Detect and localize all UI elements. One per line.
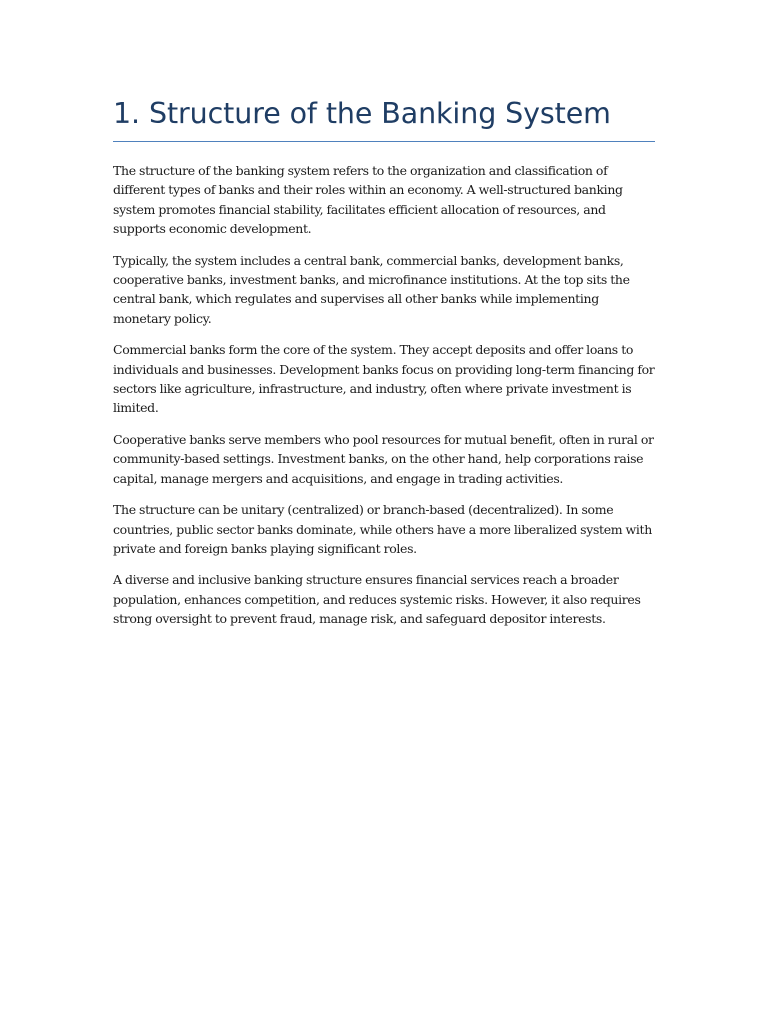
paragraph-3: Commercial banks form the core of the system. They accept deposits and offer loans to individuals and businesses. Development banks focus on providing long-term financing for sectors like agriculture, infrastructure, and industry, often where private investment is limited. <box>113 342 655 416</box>
paragraph-1: The structure of the banking system refers to the organization and classification of different types of banks and their roles within an economy. A well-structured banking system promotes financial stability, facilitates efficient allocation of resources, and supports economic development. <box>113 163 623 237</box>
paragraph-4: Cooperative banks serve members who pool resources for mutual benefit, often in rural or community-based settings. Investment banks, on the other hand, help corporations raise capital, manage mergers and acquisitions, and engage in trading activities. <box>113 431 654 486</box>
heading-underline <box>113 141 655 142</box>
paragraph-2: Typically, the system includes a central bank, commercial banks, development banks, cooperative banks, investment banks, and microfinance institutions. At the top sits the central bank, which regulates and supervises all other banks while implementing monetary policy. <box>113 252 630 326</box>
paragraph-6: A diverse and inclusive banking structure ensures financial services reach a broader population, enhances competition, and reduces systemic risks. However, it also requires strong oversight to prevent fraud, manage risk, and safeguard depositor interests. <box>113 572 641 627</box>
section-heading: 1. Structure of the Banking System <box>113 97 611 130</box>
document-page <box>113 93 655 641</box>
paragraph-5: The structure can be unitary (centralized) or branch-based (decentralized). In some countries, public sector banks dominate, while others have a more liberalized system with private and foreign banks playing significant roles. <box>113 502 652 556</box>
